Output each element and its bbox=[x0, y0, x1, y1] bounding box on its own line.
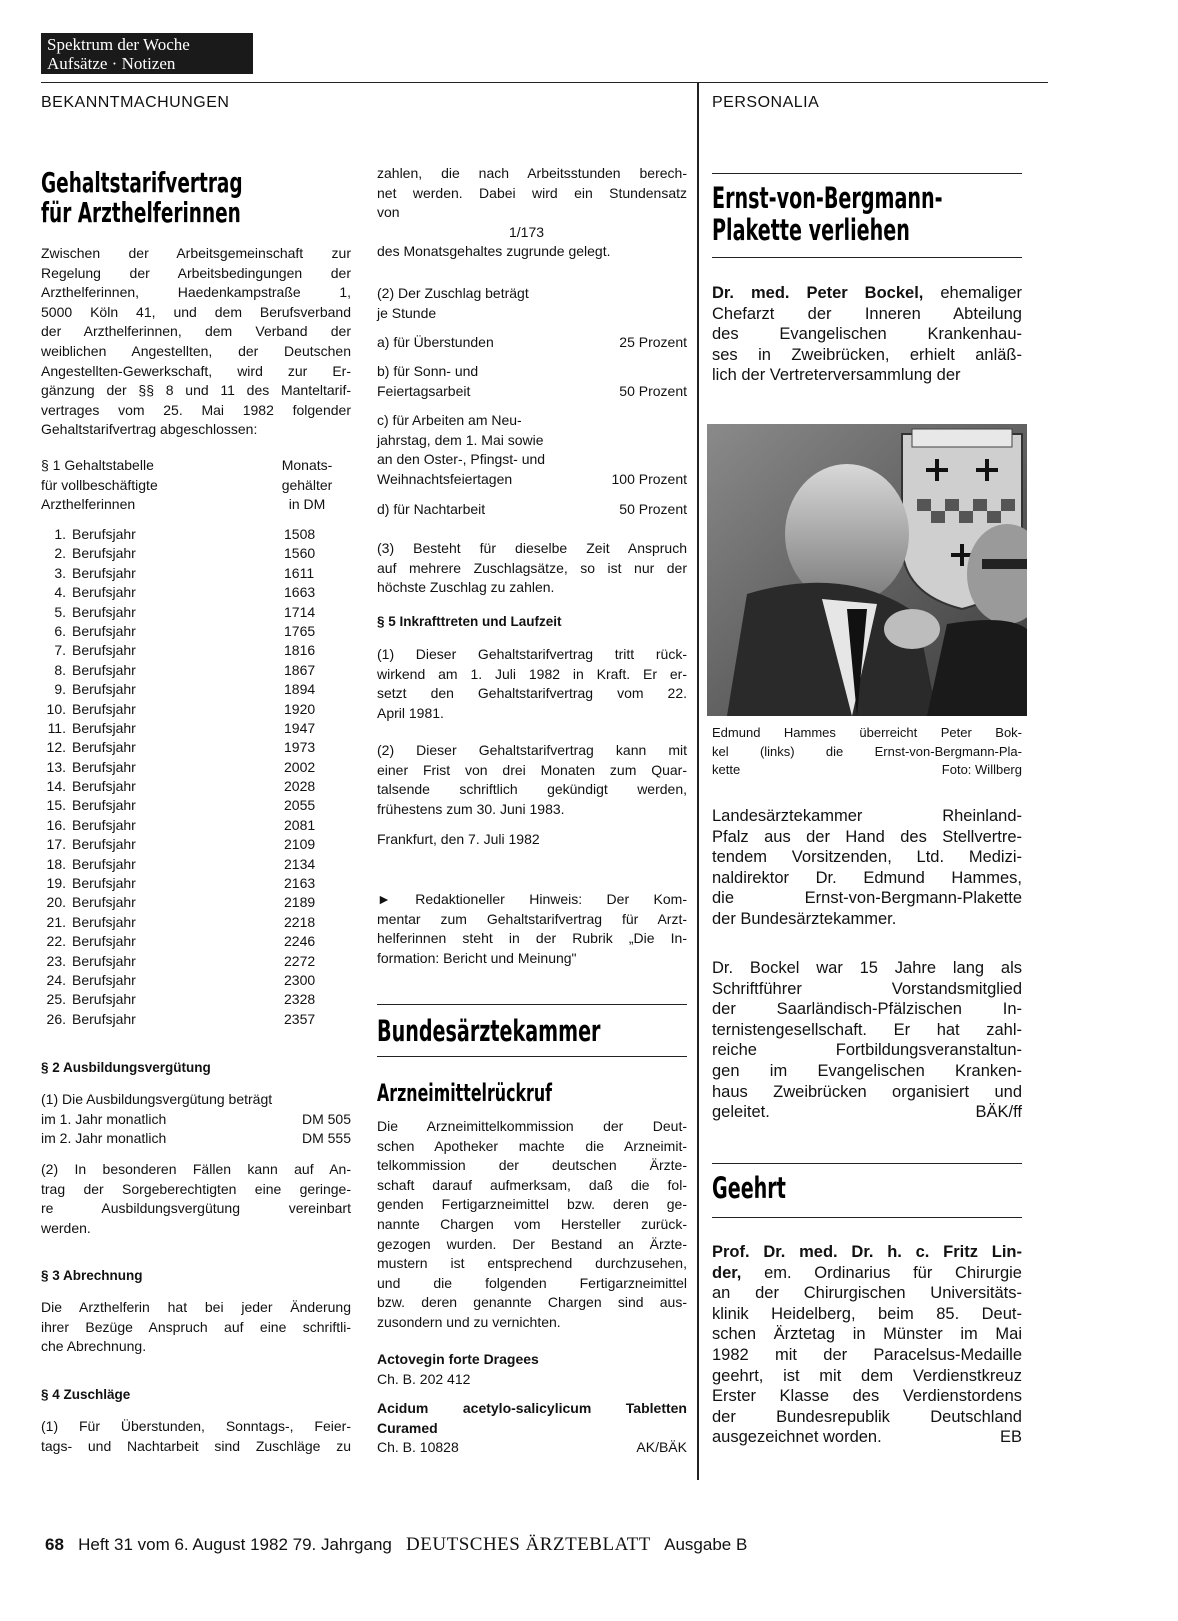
text-line: haus Zweibrücken organisiert und bbox=[712, 1082, 1022, 1101]
section-heading: § 5 Inkrafttreten und Laufzeit bbox=[377, 614, 562, 629]
salary-year-label: Berufsjahr bbox=[72, 778, 136, 795]
salary-row bbox=[41, 990, 344, 1009]
salary-year-number: 6. bbox=[54, 622, 66, 639]
author-sign: BÄK/ff bbox=[975, 1103, 1022, 1122]
salary-year-label: Berufsjahr bbox=[72, 545, 136, 562]
paragraph bbox=[377, 1117, 687, 1333]
salary-year-label: Berufsjahr bbox=[72, 894, 136, 911]
salary-row bbox=[41, 603, 344, 622]
text-line: vertrages vom 25. Mai 1982 folgender bbox=[41, 401, 351, 418]
text-line: § 1 Gehaltstabelle bbox=[41, 457, 154, 473]
drug-entry bbox=[377, 1399, 687, 1458]
person-name: Dr. med. Peter Bockel, bbox=[712, 284, 924, 302]
surcharge-item bbox=[377, 500, 687, 520]
text-line: ses in Zweibrücken, erhielt anläß- bbox=[712, 345, 1022, 364]
salary-row bbox=[41, 855, 344, 874]
text-line: höchste Zuschlag zu zahlen. bbox=[377, 579, 555, 596]
salary-row bbox=[41, 680, 344, 699]
text-line: April 1981. bbox=[377, 704, 444, 721]
text-line: je Stunde bbox=[377, 304, 437, 321]
text-line: tendem Vorsitzenden, Ltd. Medizi- bbox=[712, 848, 1022, 867]
salary-year-label: Berufsjahr bbox=[72, 875, 136, 892]
section-rule bbox=[712, 257, 1022, 258]
salary-row bbox=[41, 719, 344, 738]
salary-year-label: Berufsjahr bbox=[72, 855, 136, 872]
text-line: (2) In besonderen Fällen kann auf An- bbox=[41, 1161, 351, 1177]
salary-year-number: 3. bbox=[54, 564, 66, 581]
salary-year-number: 21. bbox=[46, 913, 66, 930]
text-line: (1) Für Überstunden, Sonntags-, Feier- bbox=[41, 1418, 351, 1434]
salary-row bbox=[41, 874, 344, 893]
person-name: der, bbox=[712, 1263, 742, 1282]
text-line: schaft darauf aufmerksam, daß die fol- bbox=[377, 1176, 687, 1193]
text-line: weiblichen Angestellten, der Deutschen bbox=[41, 342, 351, 359]
journal-name: DEUTSCHES ÄRZTEBLATT bbox=[406, 1534, 651, 1555]
salary-row bbox=[41, 971, 344, 990]
salary-year-label: Berufsjahr bbox=[72, 719, 136, 736]
text-line: bzw. deren genannte Chargen sind aus- bbox=[377, 1294, 687, 1311]
drug-batch: Ch. B. 202 412 bbox=[377, 1370, 471, 1387]
salary-table-head-left bbox=[41, 456, 241, 515]
salary-row bbox=[41, 544, 344, 563]
hourly-fraction: 1/173 bbox=[509, 223, 545, 240]
salary-value: 1508 bbox=[284, 526, 316, 542]
text-line: naldirektor Dr. Edmund Hammes, bbox=[712, 868, 1022, 887]
salary-year-label: Berufsjahr bbox=[72, 526, 136, 542]
author-sign: AK/BÄK bbox=[636, 1439, 687, 1456]
text-line: ihrer Bezüge Anspruch auf eine schriftli- bbox=[41, 1318, 351, 1335]
paragraph bbox=[41, 1160, 351, 1238]
text-line: gänzung der §§ 8 und 11 des Manteltarif- bbox=[41, 382, 351, 399]
salary-year-label: Berufsjahr bbox=[72, 758, 136, 775]
section-label-right: PERSONALIA bbox=[712, 94, 820, 111]
text-line: (1) Die Ausbildungsvergütung beträgt bbox=[41, 1091, 273, 1107]
salary-year-number: 11. bbox=[47, 719, 66, 736]
salary-year-number: 15. bbox=[46, 797, 66, 814]
text-line: Zwischen der Arbeitsgemeinschaft zur bbox=[41, 245, 351, 261]
salary-value: 1867 bbox=[284, 661, 316, 678]
text-line: re Ausbildungsvergütung vereinbart bbox=[41, 1200, 351, 1217]
text-line: wirkend am 1. Juli 1982 in Kraft. Er er- bbox=[377, 665, 687, 682]
text-line: geehrt, ist mit dem Verdienstkreuz bbox=[712, 1366, 1022, 1385]
salary-value: 2134 bbox=[284, 855, 316, 872]
salary-value: 1920 bbox=[284, 700, 316, 717]
text-line: einer Frist von drei Monaten zum Quar- bbox=[377, 761, 687, 778]
text-line: Arzthelferinnen bbox=[41, 496, 136, 513]
text-line: formation: Bericht und Meinung" bbox=[377, 949, 577, 966]
salary-value: 2328 bbox=[284, 991, 316, 1008]
pay-label: im 2. Jahr monatlich bbox=[41, 1130, 167, 1147]
text-line: und die folgenden Fertigarzneimittel bbox=[377, 1274, 687, 1291]
text-line: (2) Der Zuschlag beträgt bbox=[377, 285, 529, 301]
drug-batch: Ch. B. 10828 bbox=[377, 1439, 459, 1456]
salary-year-label: Berufsjahr bbox=[72, 1010, 136, 1027]
text-line: in DM bbox=[288, 496, 326, 513]
article-title-line1: Ernst-von-Bergmann- bbox=[712, 181, 943, 215]
drug-entry bbox=[377, 1350, 687, 1389]
drug-name: Acidum acetylo-salicylicum Tabletten bbox=[377, 1400, 687, 1416]
paragraph bbox=[712, 283, 1022, 386]
paragraph bbox=[712, 958, 1022, 1123]
salary-value: 2218 bbox=[284, 913, 316, 930]
text-line: werden. bbox=[41, 1219, 91, 1236]
salary-year-label: Berufsjahr bbox=[72, 584, 136, 601]
salary-year-label: Berufsjahr bbox=[72, 642, 136, 659]
drug-name: Actovegin forte Dragees bbox=[377, 1351, 539, 1367]
salary-year-number: 22. bbox=[46, 933, 66, 950]
surcharge-item bbox=[377, 362, 687, 401]
salary-row bbox=[41, 738, 344, 757]
text-line: frühestens zum 30. Juni 1983. bbox=[377, 800, 565, 817]
salary-year-label: Berufsjahr bbox=[72, 797, 136, 814]
article-title bbox=[712, 182, 943, 246]
text-line: der Saarländisch-Pfälzischen In- bbox=[712, 1000, 1022, 1019]
surcharge-item bbox=[377, 411, 687, 489]
photo-credit: Foto: Willberg bbox=[941, 762, 1022, 777]
salary-year-label: Berufsjahr bbox=[72, 681, 136, 698]
salary-row bbox=[41, 952, 344, 971]
page-number: 68 bbox=[45, 1535, 64, 1554]
surcharge-label: Feiertagsarbeit bbox=[377, 382, 471, 399]
salary-value: 2028 bbox=[284, 778, 316, 795]
salary-year-number: 2. bbox=[54, 545, 66, 562]
salary-row bbox=[41, 758, 344, 777]
text-line: der Arzthelferinnen, dem Verband der bbox=[41, 323, 351, 340]
salary-year-number: 20. bbox=[46, 894, 66, 911]
salary-year-label: Berufsjahr bbox=[72, 991, 136, 1008]
pay-value: DM 555 bbox=[301, 1130, 351, 1147]
surcharge-list bbox=[377, 284, 687, 323]
paragraph bbox=[712, 806, 1022, 930]
salary-row bbox=[41, 913, 344, 932]
salary-value: 1816 bbox=[284, 642, 316, 659]
text-line: net werden. Dabei wird ein Stundensatz bbox=[377, 184, 687, 201]
salary-year-number: 25. bbox=[46, 991, 66, 1008]
text-line: an der Chirurgischen Universitäts- bbox=[712, 1284, 1022, 1303]
text-fragment: ehemaliger bbox=[940, 284, 1022, 302]
salary-row bbox=[41, 816, 344, 835]
section-badge bbox=[41, 33, 253, 74]
salary-year-label: Berufsjahr bbox=[72, 836, 136, 853]
section-rule bbox=[377, 1056, 687, 1057]
section-heading: § 4 Zuschläge bbox=[41, 1387, 131, 1402]
salary-row bbox=[41, 525, 344, 544]
article-title-line1: Gehaltstarifvertrag bbox=[41, 166, 243, 199]
text-fragment: em. Ordinarius für Chirurgie bbox=[764, 1263, 1022, 1282]
text-line: gen im Evangelischen Kranken- bbox=[712, 1061, 1022, 1080]
text-line: Chefarzt der Inneren Abteilung bbox=[712, 304, 1022, 323]
salary-year-number: 10. bbox=[46, 700, 66, 717]
paragraph bbox=[377, 539, 687, 598]
salary-year-number: 13. bbox=[46, 758, 66, 775]
paragraph bbox=[377, 645, 687, 723]
text-line: nannte Chargen vom Hersteller zurück- bbox=[377, 1215, 687, 1232]
salary-value: 1663 bbox=[284, 584, 316, 601]
text-line: tags- und Nachtarbeit sind Zuschläge zu bbox=[41, 1437, 351, 1454]
section-rule bbox=[377, 1004, 687, 1005]
text-line: gezogen wurden. Der Bestand an Ärzte- bbox=[377, 1235, 687, 1252]
salary-value: 2163 bbox=[284, 875, 316, 892]
salary-year-label: Berufsjahr bbox=[72, 564, 136, 581]
salary-year-number: 7. bbox=[54, 642, 66, 659]
salary-value: 2189 bbox=[284, 894, 316, 911]
salary-row bbox=[41, 700, 344, 719]
surcharge-label: jahrstag, dem 1. Mai sowie bbox=[377, 431, 544, 448]
text-line: von bbox=[377, 204, 400, 221]
text-line: ausgezeichnet worden. bbox=[712, 1428, 882, 1447]
salary-value: 2109 bbox=[284, 836, 316, 853]
salary-year-label: Berufsjahr bbox=[72, 816, 136, 833]
salary-year-label: Berufsjahr bbox=[72, 622, 136, 639]
text-line: zusondern und zu vernichten. bbox=[377, 1313, 561, 1330]
surcharge-label: b) für Sonn- und bbox=[377, 363, 479, 379]
surcharge-label: c) für Arbeiten am Neu- bbox=[377, 412, 522, 428]
paragraph bbox=[377, 741, 687, 819]
section-rule bbox=[712, 173, 1022, 174]
text-line: setzt den Gehaltstarifvertrag vom 22. bbox=[377, 685, 687, 702]
text-line: Gehaltstarifvertrag abgeschlossen: bbox=[41, 421, 258, 438]
section-rule bbox=[712, 1217, 1022, 1218]
salary-value: 1894 bbox=[284, 681, 316, 698]
salary-value: 1947 bbox=[284, 719, 316, 736]
salary-year-label: Berufsjahr bbox=[72, 971, 136, 988]
text-line: kel (links) die Ernst-von-Bergmann-Pla- bbox=[712, 743, 1022, 759]
text-line: mustern ist entsprechend durchzusehen, bbox=[377, 1255, 687, 1272]
text-line: Die Arzthelferin hat bei jeder Änderung bbox=[41, 1299, 351, 1315]
section-badge-line2: Aufsätze · Notizen bbox=[47, 54, 176, 73]
section-title: Geehrt bbox=[712, 1171, 786, 1205]
text-line: zahlen, die nach Arbeitsstunden berech- bbox=[377, 165, 687, 181]
salary-year-number: 4. bbox=[54, 584, 66, 601]
text-line: Angestellten-Gewerkschaft, wird zur Er- bbox=[41, 362, 351, 379]
section-heading: § 2 Ausbildungsvergütung bbox=[41, 1060, 211, 1075]
text-line: Regelung der Arbeitsbedingungen der bbox=[41, 264, 351, 281]
section-label-left: BEKANNTMACHUNGEN bbox=[41, 94, 230, 111]
salary-value: 2272 bbox=[284, 952, 316, 969]
photo-drawing bbox=[707, 424, 1027, 716]
text-line: Schriftführer Vorstandsmitglied bbox=[712, 979, 1022, 998]
text-line: trag der Sorgeberechtigten eine geringe- bbox=[41, 1180, 351, 1197]
surcharge-value: 100 Prozent bbox=[611, 470, 687, 487]
salary-value: 2300 bbox=[284, 971, 316, 988]
text-line: mentar zum Gehaltstarifvertrag für Arzt- bbox=[377, 910, 687, 927]
salary-year-number: 24. bbox=[46, 971, 66, 988]
text-line: Die Arzneimittelkommission der Deut- bbox=[377, 1118, 687, 1134]
text-line: des Monatsgehaltes zugrunde gelegt. bbox=[377, 243, 611, 260]
text-line: gehälter bbox=[281, 476, 333, 493]
salary-year-number: 26. bbox=[46, 1010, 66, 1027]
salary-year-number: 17. bbox=[46, 836, 66, 853]
column-divider bbox=[697, 82, 699, 1480]
paragraph bbox=[377, 164, 687, 262]
salary-year-number: 8. bbox=[54, 661, 66, 678]
text-line: (1) Dieser Gehaltstarifvertrag tritt rück- bbox=[377, 646, 687, 662]
text-line: Arzthelferinnen, Haedenkampstraße 1, bbox=[41, 284, 351, 301]
text-line: des Evangelischen Krankenhau- bbox=[712, 325, 1022, 344]
text-line: ► Redaktioneller Hinweis: Der Kom- bbox=[377, 891, 687, 907]
text-line: genden Fertigarzneimittel bzw. deren ge- bbox=[377, 1196, 687, 1213]
text-line: (3) Besteht für dieselbe Zeit Anspruch bbox=[377, 540, 687, 556]
text-line: der Bundesärztekammer. bbox=[712, 909, 897, 928]
text-line: reiche Fortbildungsveranstaltun- bbox=[712, 1041, 1022, 1060]
salary-year-number: 9. bbox=[54, 681, 66, 698]
salary-value: 2246 bbox=[284, 933, 316, 950]
text-line: Pfalz aus der Hand des Stellvertre- bbox=[712, 827, 1022, 846]
text-line: kette bbox=[712, 762, 741, 777]
salary-year-number: 14. bbox=[46, 778, 66, 795]
training-pay bbox=[41, 1090, 351, 1149]
salary-value: 1973 bbox=[284, 739, 316, 756]
salary-row bbox=[41, 893, 344, 912]
photo-caption bbox=[712, 724, 1022, 780]
surcharge-label: a) für Überstunden bbox=[377, 334, 494, 350]
salary-table bbox=[41, 525, 344, 1029]
salary-row bbox=[41, 777, 344, 796]
salary-row bbox=[41, 622, 344, 641]
text-line: Edmund Hammes überreicht Peter Bok- bbox=[712, 725, 1022, 740]
surcharge-value: 50 Prozent bbox=[619, 382, 687, 399]
award-photo bbox=[707, 424, 1027, 716]
salary-value: 1560 bbox=[284, 545, 316, 562]
salary-year-number: 23. bbox=[46, 952, 66, 969]
surcharge-value: 25 Prozent bbox=[619, 334, 687, 350]
text-line: 1982 mit der Paracelsus-Medaille bbox=[712, 1345, 1022, 1364]
text-line: auf mehrere Zuschlagsätze, so ist nur der bbox=[377, 559, 687, 576]
salary-value: 1714 bbox=[284, 603, 316, 620]
surcharge-value: 50 Prozent bbox=[619, 501, 687, 517]
salary-row bbox=[41, 583, 344, 602]
pay-label: im 1. Jahr monatlich bbox=[41, 1110, 167, 1127]
author-sign: EB bbox=[999, 1428, 1022, 1447]
text-line: schen Apotheker machte die Arzneimit- bbox=[377, 1137, 687, 1154]
salary-table-head-right bbox=[262, 456, 352, 515]
editorial-note bbox=[377, 890, 687, 968]
surcharge-label: Weihnachtsfeiertagen bbox=[377, 470, 513, 487]
section-rule bbox=[712, 1163, 1022, 1164]
salary-row bbox=[41, 564, 344, 583]
salary-year-label: Berufsjahr bbox=[72, 952, 136, 969]
salary-value: 2002 bbox=[284, 758, 316, 775]
text-line: helferinnen steht in der Rubrik „Die In- bbox=[377, 930, 687, 947]
salary-year-number: 1. bbox=[54, 526, 66, 542]
salary-row bbox=[41, 932, 344, 951]
text-line: für vollbeschäftigte bbox=[41, 476, 158, 493]
text-line: che Abrechnung. bbox=[41, 1338, 147, 1355]
drug-name: Curamed bbox=[377, 1419, 438, 1436]
pay-value: DM 505 bbox=[301, 1110, 351, 1127]
salary-year-label: Berufsjahr bbox=[72, 913, 136, 930]
text-line: 5000 Köln 41, und dem Berufsverband bbox=[41, 303, 351, 320]
text-line: telkommission der deutschen Ärzte- bbox=[377, 1157, 687, 1174]
salary-value: 2055 bbox=[284, 797, 316, 814]
salary-year-label: Berufsjahr bbox=[72, 603, 136, 620]
section-badge-line1: Spektrum der Woche bbox=[47, 35, 190, 54]
salary-year-label: Berufsjahr bbox=[72, 933, 136, 950]
section-heading: § 3 Abrechnung bbox=[41, 1268, 143, 1283]
text-line: ternistengesellschaft. Er hat zahl- bbox=[712, 1020, 1022, 1039]
salary-row bbox=[41, 796, 344, 815]
text-line: Monats- bbox=[281, 457, 333, 473]
surcharge-label: d) für Nachtarbeit bbox=[377, 501, 486, 517]
paragraph bbox=[41, 1417, 351, 1456]
issue-info: Heft 31 vom 6. August 1982 79. Jahrgang bbox=[78, 1535, 392, 1554]
surcharge-label: an den Oster-, Pfingst- und bbox=[377, 451, 546, 468]
text-line: Landesärztekammer Rheinland- bbox=[712, 807, 1022, 825]
surcharge-item bbox=[377, 333, 687, 353]
section-title: Bundesärztekammer bbox=[377, 1014, 601, 1048]
article-title-line2: für Arzthelferinnen bbox=[41, 196, 241, 229]
salary-row bbox=[41, 641, 344, 660]
text-line: (2) Dieser Gehaltstarifvertrag kann mit bbox=[377, 742, 687, 758]
article-title-line2: Plakette verliehen bbox=[712, 213, 910, 247]
edition: Ausgabe B bbox=[664, 1535, 748, 1554]
text-line: der Bundesrepublik Deutschland bbox=[712, 1407, 1022, 1426]
salary-value: 2357 bbox=[284, 1010, 316, 1027]
salary-year-number: 5. bbox=[54, 603, 66, 620]
salary-year-number: 19. bbox=[46, 875, 66, 892]
salary-year-label: Berufsjahr bbox=[72, 661, 136, 678]
place-date: Frankfurt, den 7. Juli 1982 bbox=[377, 831, 540, 847]
salary-row bbox=[41, 835, 344, 854]
salary-row bbox=[41, 1010, 344, 1029]
text-line: geleitet. bbox=[712, 1103, 770, 1122]
text-line: Erster Klasse des Verdienstordens bbox=[712, 1387, 1022, 1406]
paragraph bbox=[712, 1242, 1022, 1448]
article-title: Arzneimittelrückruf bbox=[377, 1079, 552, 1107]
salary-value: 1611 bbox=[284, 564, 315, 581]
salary-year-label: Berufsjahr bbox=[72, 700, 136, 717]
salary-year-number: 12. bbox=[46, 739, 66, 756]
text-line: die Ernst-von-Bergmann-Plakette bbox=[712, 889, 1022, 908]
header-rule bbox=[41, 82, 1048, 83]
salary-value: 1765 bbox=[284, 622, 316, 639]
text-line: Dr. Bockel war 15 Jahre lang als bbox=[712, 959, 1022, 977]
person-name: Prof. Dr. med. Dr. h. c. Fritz Lin- bbox=[712, 1243, 1022, 1261]
salary-value: 2081 bbox=[284, 816, 316, 833]
page-footer bbox=[45, 1534, 747, 1556]
text-line: schen Ärztetag in Münster im Mai bbox=[712, 1325, 1022, 1344]
text-line: lich der Vertreterversammlung der bbox=[712, 366, 961, 385]
salary-year-number: 18. bbox=[46, 855, 66, 872]
salary-row bbox=[41, 661, 344, 680]
intro-paragraph bbox=[41, 244, 351, 440]
salary-year-label: Berufsjahr bbox=[72, 739, 136, 756]
text-line: klinik Heidelberg, beim 85. Deut- bbox=[712, 1304, 1022, 1323]
paragraph bbox=[41, 1298, 351, 1357]
salary-year-number: 16. bbox=[46, 816, 66, 833]
text-line: talsende schriftlich gekündigt werden, bbox=[377, 781, 687, 798]
article-title bbox=[41, 168, 243, 228]
